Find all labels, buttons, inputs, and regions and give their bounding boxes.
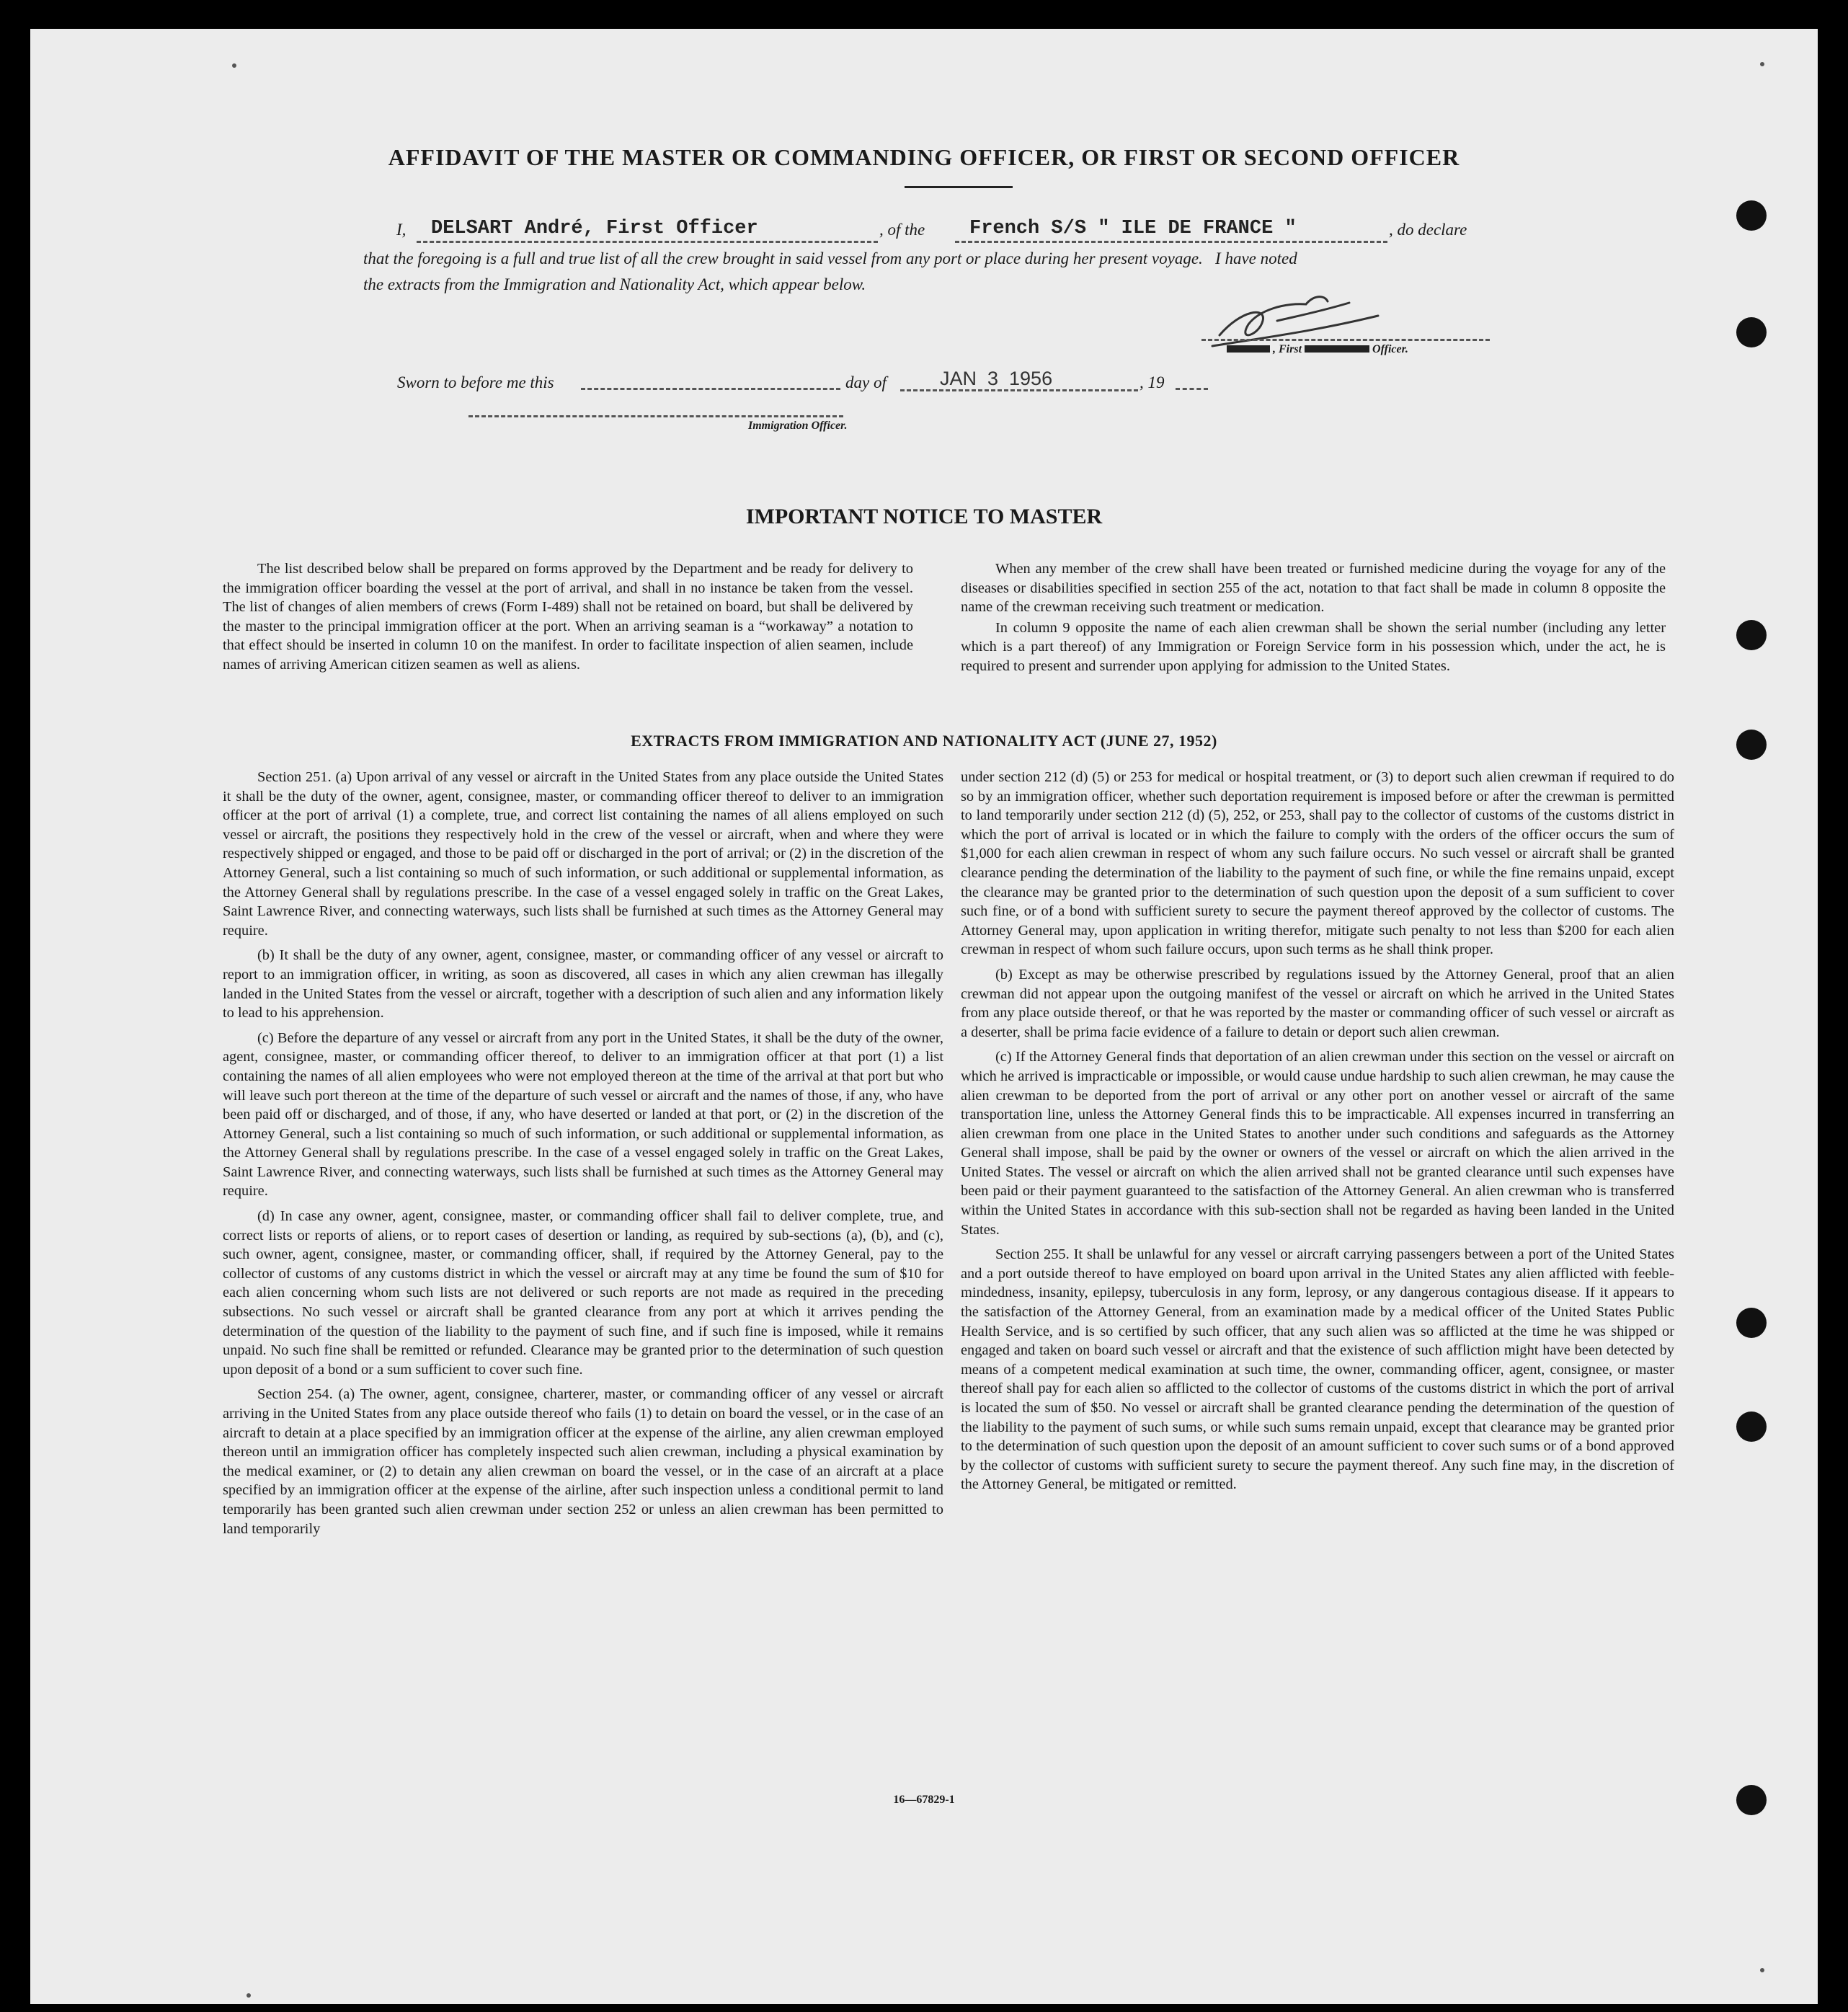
notice-title: IMPORTANT NOTICE TO MASTER	[745, 505, 1103, 528]
section-251-d: (d) In case any owner, agent, consignee, master, or commanding officer shall fail to deliver complete, true, and correct lists or reports of aliens, or to report cases of desertion or landing, as required by sub-sections (a), (b), and (c), such owner, agent, consignee, master, or commanding officer, shall, if required by the Attorney General, pay to the collector of customs of any customs district in which the vessel or aircraft may at any time be found the sum of $10 for each alien concerning whom such lists are not delivered or such reports are not made as required in the preceding subsections. No such vessel or aircraft shall be granted clearance from any port at which it arrives pending the determination of the question of the liability to the payment of such fine, and if such fine is imposed, while it remains unpaid. No such fine shall be remitted or refunded. Clearance may be granted prior to the determination of such question upon deposit of a bond or a sum sufficient to cover such fine.	[223, 1208, 943, 1378]
form-number: 16—67829-1	[893, 1794, 955, 1806]
extracts-title: EXTRACTS FROM IMMIGRATION AND NATIONALITY ACT (JUNE 27, 1952)	[631, 732, 1217, 750]
binder-hole	[1736, 620, 1767, 650]
affidavit-title: AFFIDAVIT OF THE MASTER OR COMMANDING OFFICER, OR FIRST OR SECOND OFFICER	[388, 144, 1460, 170]
caption-first: , First	[1273, 343, 1302, 355]
section-254-a: Section 254. (a) The owner, agent, consignee, charterer, master, or commanding officer of any vessel or aircraft arriving in the United States from any place outside thereof who fails (1) to detain on board the vessel, or in the case of an aircraft to detain at a place specified by an immigration officer at the expense of the airline, any alien crewman employed thereon until an immigration officer has completely inspected such alien crewman, including a physical examination by the medical examiner, or (2) to detain any alien crewman on board the vessel, or in the case of an aircraft at a place specified by an immigration officer at the expense of the airline, after such inspection unless a conditional permit to land temporarily has been granted such alien crewman under section 252 or unless an alien crewman has been permitted to land temporarily	[223, 1386, 943, 1537]
extracts-right-column	[961, 768, 1674, 1500]
day-of-label: day of	[845, 373, 887, 391]
immigration-officer-caption: Immigration Officer.	[748, 420, 848, 432]
caption-officer: Officer.	[1372, 343, 1408, 355]
notice-right-column	[961, 559, 1666, 682]
notice-left-paragraph: The list described below shall be prepared on forms approved by the Department and be ready for delivery to the immigration officer boarding the vessel at the port of arrival, and shall in no instance be taken from the vessel. The list of changes of alien members of crews (Form I-489) shall not be retained on board, but shall be delivered by the master to the principal immigration officer at the port. When an arriving seaman is a “workaway” a notation to that effect should be inserted in column 10 on the manifest. In order to facilitate inspection of alien seamen, include names of arriving American citizen seamen as well as aliens.	[223, 561, 913, 673]
notice-right-paragraph-1: When any member of the crew shall have been treated or furnished medicine during the voyage for any of the diseases or disabilities specified in section 255 of the act, notation to that fact shall be made in column 8 opposite the name of the crewman receiving such treatment or medication.	[961, 561, 1666, 616]
notice-right-paragraph-2: In column 9 opposite the name of each alien crewman shall be shown the serial number (including any letter which is a part thereof) of any Immigration or Foreign Service form in his possession which, under the act, he is required to present and surrender upon applying for admission to the United States.	[961, 619, 1666, 674]
officer-caption	[1227, 343, 1408, 356]
notice-left-column	[223, 559, 913, 681]
declaration-line-3: the extracts from the Immigration and Nationality Act, which appear below.	[363, 275, 866, 293]
section-254-b: (b) Except as may be otherwise prescribed by regulations issued by the Attorney General, proof that an alien crewman did not appear upon the outgoing manifest of the vessel or aircraft on which he arrived in the United States from any place outside thereof, or that he was reported by the master or commanding officer of such vessel or aircraft as a deserter, shall be prima facie evidence of a failure to detain or deport such alien crewman.	[961, 966, 1674, 1040]
speck	[246, 1993, 251, 1998]
speck	[1760, 62, 1764, 66]
of-the-label: , of the	[879, 221, 925, 239]
redacted-master-mark	[1227, 345, 1270, 353]
sworn-day-field	[581, 388, 840, 390]
sworn-line	[397, 368, 1262, 396]
section-255: Section 255. It shall be unlawful for any vessel or aircraft carrying passengers between a port of the United States and a port outside thereof to have employed on board upon arrival in the United States any alien afflicted with feeble-mindedness, insanity, epilepsy, tuberculosis in any form, leprosy, or any dangerous contagious disease. If it appears to the satisfaction of the Attorney General, from an examination made by a medical officer of the United States Public Health Service, and is so certified by such officer, that any such alien was so afflicted at the time he was shipped or engaged and taken on board such vessel or aircraft and that the existence of such affliction might have been detected by means of a competent medical examination at such time, the owner, commanding officer, agent, consignee, or master thereof shall pay for each alien so afflicted to the collector of customs of the customs district in which the port of arrival is located the sum of $50. No vessel or aircraft shall be granted clearance pending the determination of the question of the liability to the payment of such sums, or while such sums remain unpaid, except that clearance may be granted prior to the determination of such question upon the deposit of an amount sufficient to cover such sums or of a bond approved by the collector of customs with sufficient surety to secure the payment thereof. Any such fine may, in the discretion of the Attorney General, be mitigated or remitted.	[961, 1246, 1674, 1493]
i-label: I,	[396, 221, 407, 239]
do-declare-label: , do declare	[1389, 221, 1467, 239]
redacted-commanding-mark	[1305, 345, 1369, 353]
binder-hole	[1736, 1308, 1767, 1338]
sworn-label: Sworn to before me this	[397, 373, 554, 391]
section-254-a-cont: under section 212 (d) (5) or 253 for medical or hospital treatment, or (3) to deport such alien crewman if required to do so by an immigration officer, whether such deportation requirement is imposed before or after the crewman is permitted to land temporarily under section 212 (d) (5), 252, or 253, shall pay to the collector of customs of the customs district in which the port of arrival is located or in which the failure to comply with the orders of the officer occurs the sum of $1,000 for each alien crewman in respect of whom any such failure occurs. No such vessel or aircraft shall be granted clearance pending the determination of the liability to the payment of such fine, or while the fine remains unpaid, except the clearance may be granted prior to the determination of such question upon the deposit of a sum sufficient to cover such fine, or of a bond with sufficient surety to secure the payment thereof approved by the collector of customs. The Attorney General may, upon application in writing therefor, mitigate such penalty to not less than $200 for each alien crewman in respect of whom such failure occurs, upon such terms as he shall think proper.	[961, 769, 1674, 958]
officer-signature-line	[1201, 339, 1490, 341]
month-field	[900, 368, 1138, 391]
binder-hole	[1736, 200, 1767, 231]
section-251-c: (c) Before the departure of any vessel or aircraft from any port in the United States, it shall be the duty of the owner, agent, consignee, master, or commanding officer thereof, to deliver to an immigration officer at that port (1) a list containing the names of all alien employees who were not employed thereon at the time of the arrival at that port but who will leave such port thereon at the time of the departure of such vessel or aircraft and the names of those, if any, who have been paid off or discharged, and of those, if any, who have deserted or landed at that port, or (2) in the discretion of the Attorney General, such a list containing so much of such information, or such additional or supplemental information, as the Attorney General shall by regulations prescribe. In the case of a vessel engaged solely in traffic on the Great Lakes, Saint Lawrence River, and connecting waterways, such lists shall be furnished at such times as the Attorney General may require.	[223, 1029, 943, 1200]
declaration-line-2: that the foregoing is a full and true list of all the crew brought in said vessel from any port or place during her present voyage. I have noted	[363, 249, 1297, 267]
declarant-field	[417, 218, 878, 243]
speck	[232, 63, 236, 68]
declaration-line-1	[396, 218, 1521, 244]
speck	[1760, 1968, 1764, 1972]
year-field	[1176, 388, 1208, 390]
binder-hole	[1736, 317, 1767, 347]
date-stamp: JAN 3 1956	[940, 368, 1053, 389]
vessel-field	[955, 218, 1387, 243]
section-254-c: (c) If the Attorney General finds that deportation of an alien crewman under this section on the vessel or aircraft on which he arrived is impracticable or impossible, or would cause undue hardship to such alien crewman, he may cause the alien crewman to be deported from the port of arrival or any other port on another vessel or aircraft of the same transportation line, unless the Attorney General finds this to be impracticable. All expenses incurred in transferring an alien crewman from one place in the United States to another under such conditions and safeguards as the Attorney General shall impose, shall be paid by the owner or owners of the vessel or aircraft on which the alien arrived in the United States. The vessel or aircraft on which the alien arrived shall not be granted clearance until such expenses have been paid or their payment guaranteed to the satisfaction of the Attorney General. An alien crewman who is transferred within the United States in accordance with this sub-section shall not be regarded as having been landed in the United States.	[961, 1049, 1674, 1238]
title-rule	[905, 186, 1013, 188]
section-251-b: (b) It shall be the duty of any owner, agent, consignee, master, or commanding officer of any vessel or aircraft to report to an immigration officer, in writing, as soon as discovered, all cases in which any alien crewman has illegally landed in the United States from the vessel or aircraft, together with a description of such alien and any information likely to lead to his apprehension.	[223, 947, 943, 1021]
document-page	[30, 29, 1818, 2004]
immigration-officer-line	[468, 415, 843, 417]
extracts-left-column	[223, 768, 943, 1544]
binder-hole	[1736, 1411, 1767, 1442]
vessel-name: French S/S " ILE DE FRANCE "	[969, 218, 1297, 239]
year-prefix: , 19	[1140, 373, 1165, 391]
declarant-name: DELSART André, First Officer	[431, 218, 758, 239]
section-251-a: Section 251. (a) Upon arrival of any vessel or aircraft in the United States from any place outside the United States it shall be the duty of the owner, agent, consignee, master, or commanding officer thereof to deliver to an immigration officer at the port of arrival (1) a complete, true, and correct list containing the names of all aliens employed on such vessel or aircraft, the positions they respectively hold in the crew of the vessel or aircraft, when and where they were respectively shipped or engaged, and those to be paid off or discharged in the port of arrival; or (2) in the discretion of the Attorney General, such a list containing so much of such information, or such additional or supplemental information, as the Attorney General shall by regulations prescribe. In the case of a vessel engaged solely in traffic on the Great Lakes, Saint Lawrence River, and connecting waterways, such lists shall be furnished at such times as the Attorney General may require.	[223, 769, 943, 939]
